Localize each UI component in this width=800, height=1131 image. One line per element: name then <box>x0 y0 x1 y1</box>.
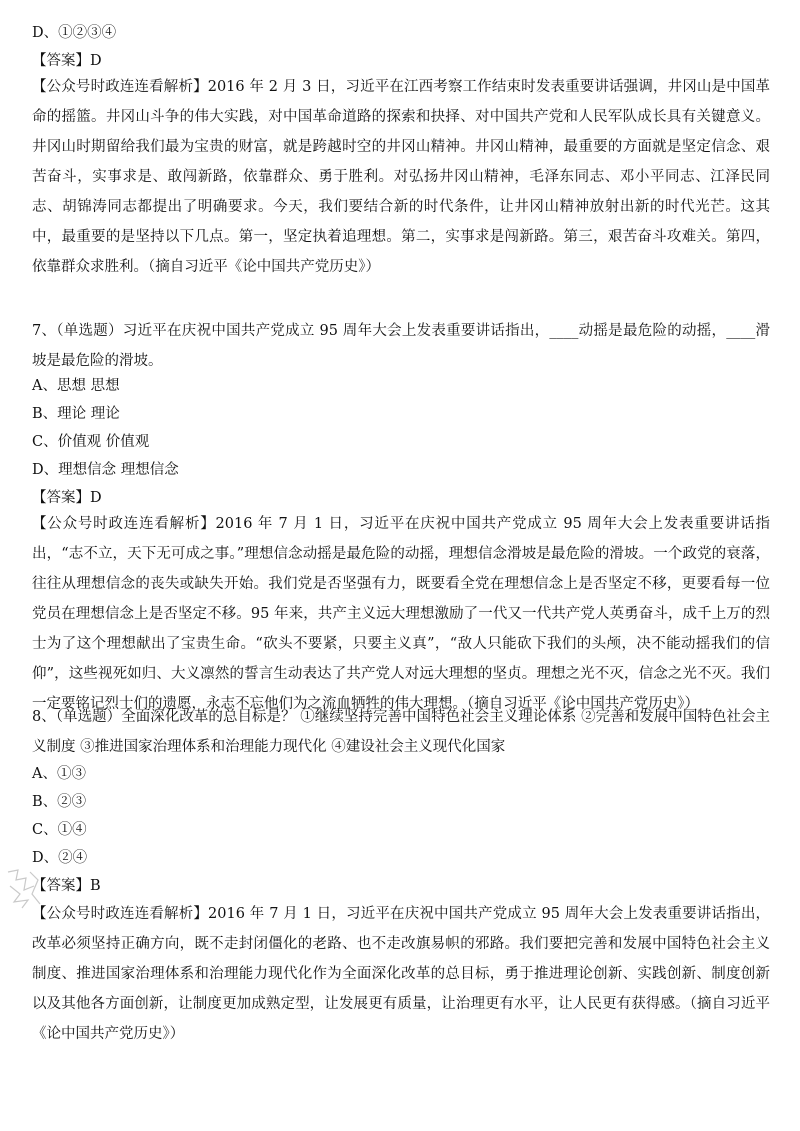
q6-answer: 【答案】D <box>32 53 102 69</box>
q8-option-c: C、①④ <box>32 822 87 838</box>
q7-option-b: B、理论 理论 <box>32 406 120 422</box>
q7-question: 7、（单选题）习近平在庆祝中国共产党成立 95 周年大会上发表重要讲话指出，____动摇是最危险的动摇，____滑坡是最危险的滑坡。 <box>32 323 770 369</box>
q8-option-b: B、②③ <box>32 794 87 810</box>
q8-option-a: A、①③ <box>32 766 86 782</box>
q8-answer: 【答案】B <box>32 878 101 894</box>
q6-analysis: 【公众号时政连连看解析】2016 年 2 月 3 日，习近平在江西考察工作结束时发表重要讲话强调，井冈山是中国革命的摇篮。井冈山斗争的伟大实践，对中国革命道路的探索和抉择、对中国共产党和人民军队成长具有关键意义。井冈山时期留给我们最为宝贵的财富，就是跨越时空的井冈山精神。井冈山精神，最重要的方面就是坚定信念、艰苦奋斗，实事求是、敢闯新路，依靠群众、勇于胜利。对弘扬井冈山精神，毛泽东同志、邓小平同志、江泽民同志、胡锦涛同志都提出了明确要求。今天，我们要结合新的时代条件，让井冈山精神放射出新的时代光芒。这其中，最重要的是坚持以下几点。第一，坚定执着追理想。第二，实事求是闯新路。第三，艰苦奋斗攻难关。第四，依靠群众求胜利。（摘自习近平《论中国共产党历史》） <box>32 79 770 275</box>
q7-option-c: C、价值观 价值观 <box>32 434 150 450</box>
q7-option-d: D、理想信念 理想信念 <box>32 462 179 478</box>
q7-option-a: A、思想 思想 <box>32 378 120 394</box>
q6-option-d: D、①②③④ <box>32 25 117 41</box>
q7-answer: 【答案】D <box>32 490 102 506</box>
q8-analysis: 【公众号时政连连看解析】2016 年 7 月 1 日，习近平在庆祝中国共产党成立 95 周年大会上发表重要讲话指出，改革必须坚持正确方向，既不走封闭僵化的老路、也不走改旗易帜的邪路。我们要把完善和发展中国特色社会主义制度、推进国家治理体系和治理能力现代化作为全面深化改革的总目标，勇于推进理论创新、实践创新、制度创新以及其他各方面创新，让制度更加成熟定型，让发展更有质量，让治理更有水平，让人民更有获得感。（摘自习近平《论中国共产党历史》） <box>32 906 770 1042</box>
stamp-mark-icon <box>4 866 42 912</box>
q8-question: 8、（单选题）全面深化改革的总目标是？ ①继续坚持完善中国特色社会主义理论体系 ②完善和发展中国特色社会主义制度 ③推进国家治理体系和治理能力现代化 ④建设社会主义现代化国家 <box>32 709 770 755</box>
q7-analysis: 【公众号时政连连看解析】2016 年 7 月 1 日，习近平在庆祝中国共产党成立 95 周年大会上发表重要讲话指出，“志不立，天下无可成之事。”理想信念动摇是最危险的动摇，理想信念滑坡是最危险的滑坡。一个政党的衰落，往往从理想信念的丧失或缺失开始。我们党是否坚强有力，既要看全党在理想信念上是否坚定不移，更要看每一位党员在理想信念上是否坚定不移。95 年来，共产主义远大理想激励了一代又一代共产党人英勇奋斗，成千上万的烈士为了这个理想献出了宝贵生命。“砍头不要紧，只要主义真”，“敌人只能砍下我们的头颅，决不能动摇我们的信仰”，这些视死如归、大义凛然的誓言生动表达了共产党人对远大理想的坚贞。理想之光不灭，信念之光不灭。我们一定要铭记烈士们的遗愿，永志不忘他们为之流血牺牲的伟大理想。（摘自习近平《论中国共产党历史》） <box>32 516 770 712</box>
q8-option-d: D、②④ <box>32 850 88 866</box>
